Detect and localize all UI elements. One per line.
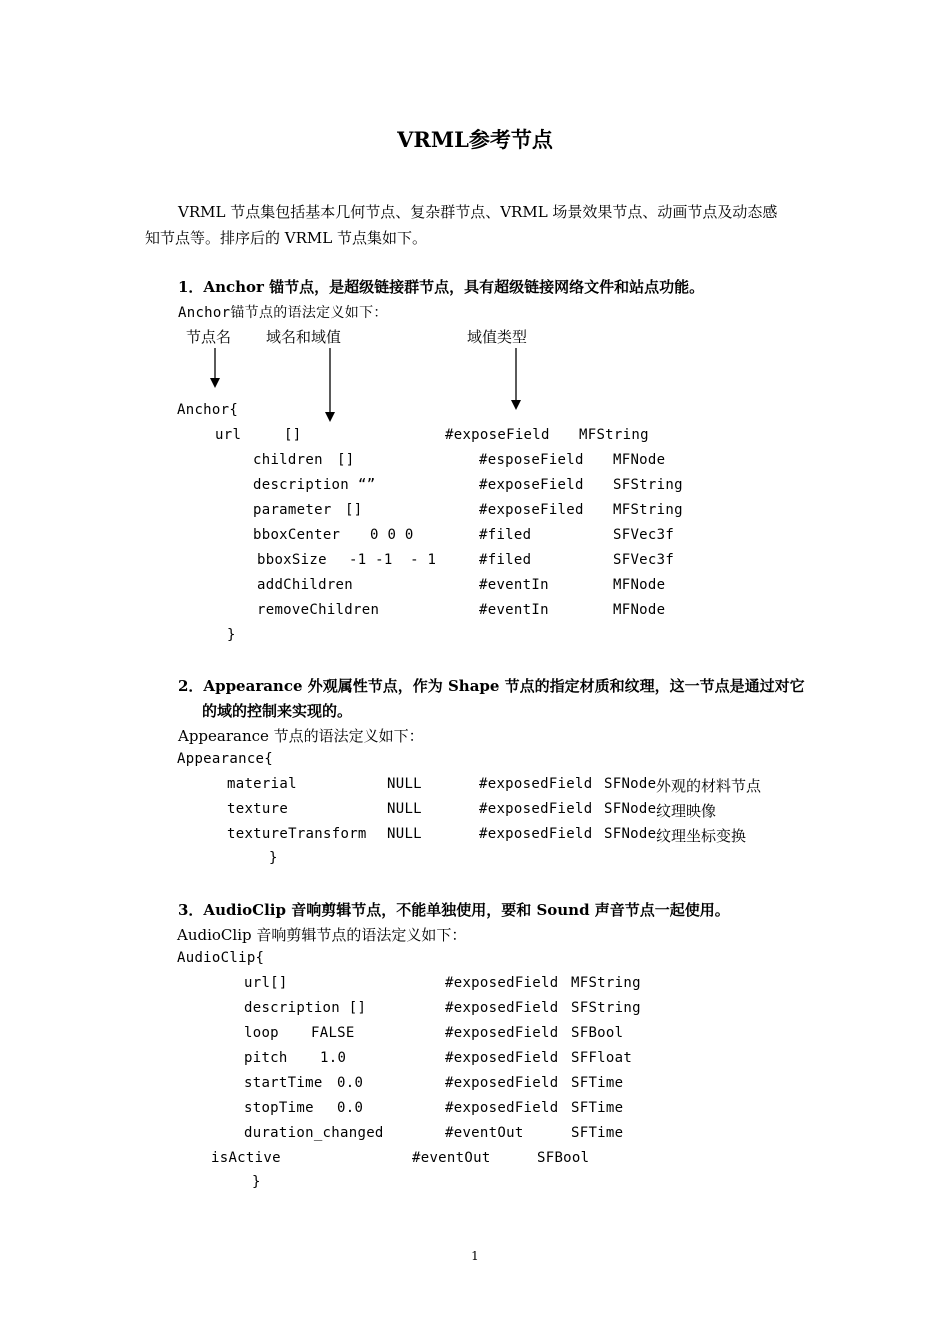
arrowhead-field-type: [511, 400, 521, 410]
anchor-row-name: addChildren: [257, 577, 354, 593]
audioclip-row-type: SFBool: [571, 1025, 624, 1041]
appearance-row-note: 纹理映像: [656, 802, 717, 820]
audioclip-row-type: SFTime: [571, 1125, 624, 1141]
anchor-row-event: #exposeFiled: [479, 502, 584, 518]
anchor-row-name: url: [215, 427, 242, 443]
intro-line-1: VRML 节点集包括基本几何节点、复杂群节点、VRML 场景效果节点、动画节点及动态感: [178, 203, 778, 221]
annotation-node-name: 节点名: [186, 328, 232, 346]
audioclip-row-event: #exposedField: [445, 1100, 559, 1116]
arrowhead-field-name-value: [325, 412, 335, 422]
anchor-close: }: [227, 627, 236, 643]
appearance-row-event: #exposedField: [479, 801, 593, 817]
appearance-row-name: material: [227, 776, 297, 792]
anchor-row-value: []: [337, 452, 355, 468]
audioclip-row-name: stopTime: [244, 1100, 314, 1116]
anchor-row-name: bboxCenter: [253, 527, 341, 543]
page-title: VRML参考节点: [397, 127, 553, 152]
appearance-open: Appearance{: [177, 751, 274, 767]
audioclip-row-type: SFTime: [571, 1075, 624, 1091]
anchor-row-type: MFNode: [613, 577, 666, 593]
audioclip-row-value: 1.0: [320, 1050, 347, 1066]
appearance-row-type: SFNode: [604, 826, 657, 842]
annotation-field-name-value: 域名和域值: [266, 328, 342, 346]
audioclip-row-name: isActive: [211, 1150, 281, 1166]
annotation-field-type: 域值类型: [467, 328, 528, 346]
anchor-open: Anchor{: [177, 402, 239, 418]
appearance-row-value: NULL: [387, 826, 422, 842]
arrowhead-node-name: [210, 378, 220, 388]
anchor-row-event: #exposeField: [445, 427, 550, 443]
appearance-close: }: [269, 850, 278, 866]
appearance-row-event: #exposedField: [479, 776, 593, 792]
section-3-syntax-intro: AudioClip 音响剪辑节点的语法定义如下：: [177, 926, 467, 944]
audioclip-row-name: description []: [244, 1000, 367, 1016]
appearance-row-type: SFNode: [604, 776, 657, 792]
section-2-heading-cont: 的域的控制来实现的。: [202, 702, 353, 720]
anchor-row-name: description: [253, 477, 350, 493]
appearance-row-event: #exposedField: [479, 826, 593, 842]
anchor-row-value: []: [345, 502, 363, 518]
page-number: 1: [471, 1249, 479, 1263]
appearance-row-name: textureTransform: [227, 826, 367, 842]
audioclip-open: AudioClip{: [177, 950, 265, 966]
anchor-row-type: MFString: [613, 502, 683, 518]
anchor-row-type: MFString: [579, 427, 649, 443]
anchor-row-type: SFVec3f: [613, 527, 675, 543]
anchor-row-type: MFNode: [613, 452, 666, 468]
audioclip-row-type: SFTime: [571, 1100, 624, 1116]
appearance-row-note: 纹理坐标变换: [656, 827, 747, 845]
section-1-syntax-intro: Anchor锚节点的语法定义如下：: [178, 305, 388, 321]
anchor-row-name: parameter: [253, 502, 332, 518]
anchor-row-event: #filed: [479, 552, 532, 568]
anchor-row-value: []: [284, 427, 302, 443]
audioclip-row-event: #exposedField: [445, 1000, 559, 1016]
audioclip-row-event: #eventOut: [445, 1125, 524, 1141]
audioclip-row-type: SFBool: [537, 1150, 590, 1166]
section-2-syntax-intro: Appearance 节点的语法定义如下：: [178, 727, 424, 745]
anchor-row-event: #esposeField: [479, 452, 584, 468]
anchor-row-value: 0 0 0: [370, 527, 414, 543]
audioclip-row-name: startTime: [244, 1075, 323, 1091]
anchor-row-value: -1 -1 - 1: [349, 552, 437, 568]
anchor-row-name: removeChildren: [257, 602, 380, 618]
anchor-row-event: #eventIn: [479, 577, 549, 593]
anchor-row-event: #eventIn: [479, 602, 549, 618]
audioclip-row-type: SFFloat: [571, 1050, 633, 1066]
audioclip-row-event: #exposedField: [445, 1075, 559, 1091]
anchor-row-value: “”: [358, 477, 376, 493]
audioclip-row-type: SFString: [571, 1000, 641, 1016]
appearance-row-value: NULL: [387, 776, 422, 792]
audioclip-row-value: FALSE: [311, 1025, 355, 1041]
anchor-row-event: #filed: [479, 527, 532, 543]
anchor-row-type: MFNode: [613, 602, 666, 618]
audioclip-row-name: duration_changed: [244, 1125, 384, 1141]
audioclip-row-event: #eventOut: [412, 1150, 491, 1166]
appearance-row-type: SFNode: [604, 801, 657, 817]
audioclip-row-event: #exposedField: [445, 975, 559, 991]
audioclip-row-name: url[]: [244, 975, 288, 991]
audioclip-row-value: 0.0: [337, 1100, 364, 1116]
audioclip-row-value: 0.0: [337, 1075, 364, 1091]
anchor-row-type: SFString: [613, 477, 683, 493]
anchor-row-name: bboxSize: [257, 552, 327, 568]
anchor-row-name: children: [253, 452, 323, 468]
appearance-row-name: texture: [227, 801, 289, 817]
appearance-row-value: NULL: [387, 801, 422, 817]
audioclip-row-type: MFString: [571, 975, 641, 991]
audioclip-row-name: pitch: [244, 1050, 288, 1066]
section-3-heading: 3．AudioClip 音响剪辑节点，不能单独使用，要和 Sound 声音节点一起使用。: [178, 901, 730, 919]
anchor-row-type: SFVec3f: [613, 552, 675, 568]
intro-line-2: 知节点等。排序后的 VRML 节点集如下。: [145, 229, 427, 247]
section-2-heading: 2．Appearance 外观属性节点，作为 Shape 节点的指定材质和纹理，这一节点是通过对它: [178, 677, 805, 695]
audioclip-close: }: [252, 1174, 261, 1190]
appearance-row-note: 外观的材料节点: [656, 777, 762, 795]
audioclip-row-event: #exposedField: [445, 1050, 559, 1066]
audioclip-row-event: #exposedField: [445, 1025, 559, 1041]
section-1-heading: 1．Anchor 锚节点，是超级链接群节点，具有超级链接网络文件和站点功能。: [178, 278, 705, 296]
anchor-row-event: #exposeField: [479, 477, 584, 493]
audioclip-row-name: loop: [244, 1025, 279, 1041]
